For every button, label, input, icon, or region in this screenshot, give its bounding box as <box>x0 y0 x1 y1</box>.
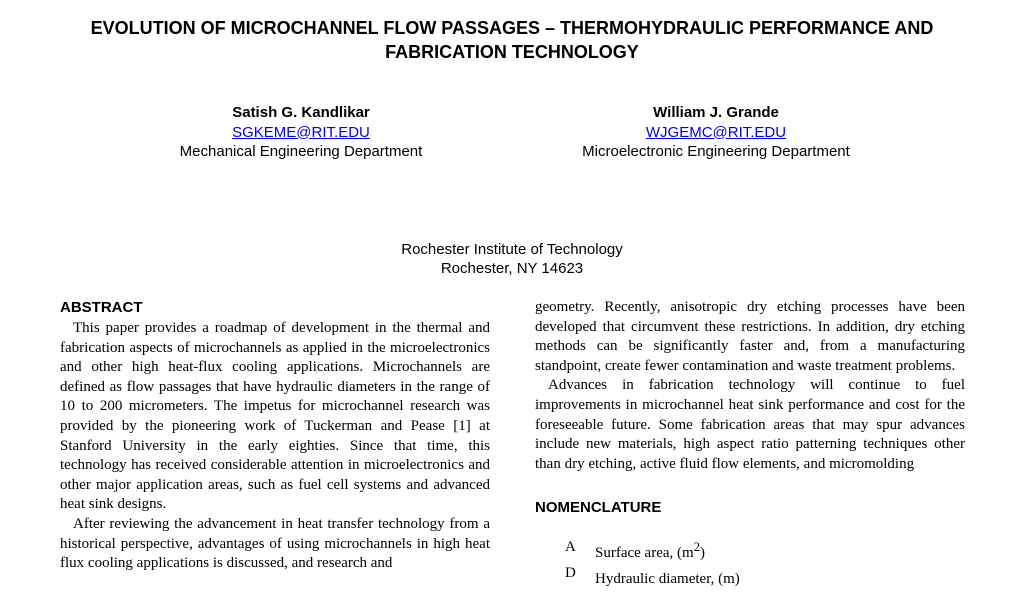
institution-address: Rochester, NY 14623 <box>440 260 584 277</box>
nomenclature-item <box>535 563 965 589</box>
superscript: 2 <box>693 540 700 555</box>
author-department: Microelectronic Engineering Department <box>582 143 850 160</box>
author-email-link[interactable]: SGKEME@RIT.EDU <box>232 123 370 141</box>
body-paragraph: geometry. Recently, anisotropic dry etching processes have been developed that circumvent these restrictions. In addition, dry etching methods can be significantly faster and, from a manufacturing standpoint, create fewer contamination and waste treatment problems. <box>535 299 965 374</box>
institution-block <box>312 240 712 278</box>
author-name: Satish G. Kandlikar <box>232 104 370 121</box>
left-column <box>60 298 490 574</box>
nomenclature-list <box>535 537 965 589</box>
author-department: Mechanical Engineering Department <box>179 143 423 160</box>
nomenclature-description: Surface area, $(m^2)$ <box>595 540 705 562</box>
nomenclature-symbol: D <box>565 565 576 582</box>
author-email-link[interactable]: WJGEMC@RIT.EDU <box>645 123 787 141</box>
abstract-paragraph: This paper provides a roadmap of development in the thermal and fabrication aspects of microchannels as applied in the microelectronics and other high heat-flux cooling applications. Microchannels are defined as flow passages that have hydraulic diameters in the range of 10 to 200 micrometers. The impetus for microchannel research was provided by the pioneering work of Tuckerman and Pease [1] at Stanford University in the early eighties. Since that time, this technology has received considerable attention in microelectronics and other major application areas, such as fuel cell systems and advanced heat sink designs. <box>60 320 490 513</box>
right-column <box>535 298 965 589</box>
nomenclature-symbol: A <box>565 539 576 556</box>
nomenclature-description: Hydraulic diameter, (m) <box>595 571 740 588</box>
abstract-heading: ABSTRACT <box>60 299 143 316</box>
nomenclature-heading: NOMENCLATURE <box>535 499 662 517</box>
body-paragraph: Advances in fabrication technology will continue to fuel improvements in microchannel heat sink performance and cost for the foreseeable future. Some fabrication areas that may spur advances include new materials, high aspect ratio patterning techniques other than dry etching, active fluid flow elements, and micromolding <box>535 377 965 472</box>
author-block-1 <box>136 103 466 162</box>
abstract-paragraph: After reviewing the advancement in heat transfer technology from a historical perspective, advantages of using microchannels in high heat flux cooling applications is discussed, and research and <box>60 515 490 572</box>
author-block-2 <box>551 103 881 162</box>
institution-name: Rochester Institute of Technology <box>401 241 623 258</box>
nomenclature-item <box>535 537 965 563</box>
author-name: William J. Grande <box>653 104 779 121</box>
paper-title: EVOLUTION OF MICROCHANNEL FLOW PASSAGES – THERMOHYDRAULIC PERFORMANCE AND FABRICATION TECHNOLOGY <box>90 18 934 62</box>
